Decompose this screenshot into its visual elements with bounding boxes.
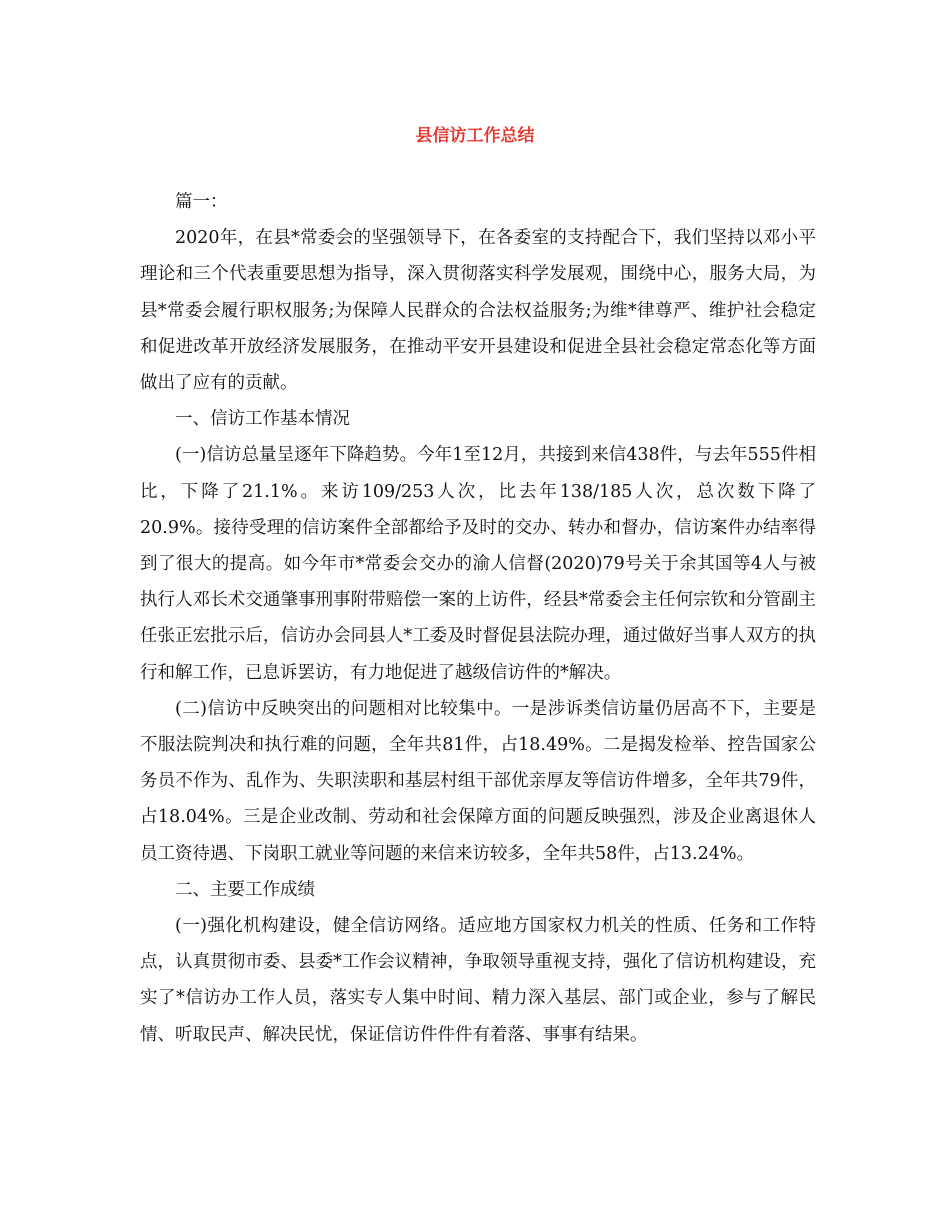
document-title: 县信访工作总结 xyxy=(415,126,535,146)
paragraph-concentrated-issues: (二)信访中反映突出的问题相对比较集中。一是涉诉类信访量仍居高不下，主要是不服法院判决和执行难的问题，全年共81件，占18.49%。二是揭发检举、控告国家公务员不作为、乱作为、失职渎职和基层村组干部优亲厚友等信访件增多，全年共79件，占18.04%。三是企业改制、劳动和社会保障方面的问题反映强烈，涉及企业离退休人员工资待遇、下岗职工就业等问题的来信来访较多，全年共58件，占13.24%。 xyxy=(140,698,816,864)
heading-main-achievements: 二、主要工作成绩 xyxy=(175,879,315,900)
document-body xyxy=(140,184,816,1053)
paragraph-institution-building: (一)强化机构建设，健全信访网络。适应地方国家权力机关的性质、任务和工作特点，认真贯彻市委、县委*工作会议精神，争取领导重视支持，强化了信访机构建设，充实了*信访办工作人员，落实专人集中时间、精力深入基层、部门或企业，参与了解民情、听取民声、解决民忧，保证信访件件件有着落、事事有结果。 xyxy=(140,916,816,1045)
paragraph-volume-decline: (一)信访总量呈逐年下降趋势。今年1至12月，共接到来信438件，与去年555件相比，下降了21.1%。来访109/253人次，比去年138/185人次，总次数下降了20.9%。接待受理的信访案件全部都给予及时的交办、转办和督办，信访案件办结率得到了很大的提高。如今年市*常委会交办的渝人信督(2020)79号关于余其国等4人与被执行人邓长术交通肇事刑事附带赔偿一案的上访件，经县*常委会主任何宗钦和分管副主任张正宏批示后，信访办会同县人*工委及时督促县法院办理，通过做好当事人双方的执行和解工作，已息诉罢访，有力地促进了越级信访件的*解决。 xyxy=(140,445,816,683)
paragraph-intro: 2020年，在县*常委会的坚强领导下，在各委室的支持配合下，我们坚持以邓小平理论和三个代表重要思想为指导，深入贯彻落实科学发展观，围绕中心，服务大局，为县*常委会履行职权服务;为保障人民群众的合法权益服务;为维*律尊严、维护社会稳定和促进改革开放经济发展服务，在推动平安开县建设和促进全县社会稳定常态化等方面做出了应有的贡献。 xyxy=(140,228,816,394)
paragraph-section-label: 篇一： xyxy=(175,192,228,212)
heading-basic-situation: 一、信访工作基本情况 xyxy=(175,409,350,430)
